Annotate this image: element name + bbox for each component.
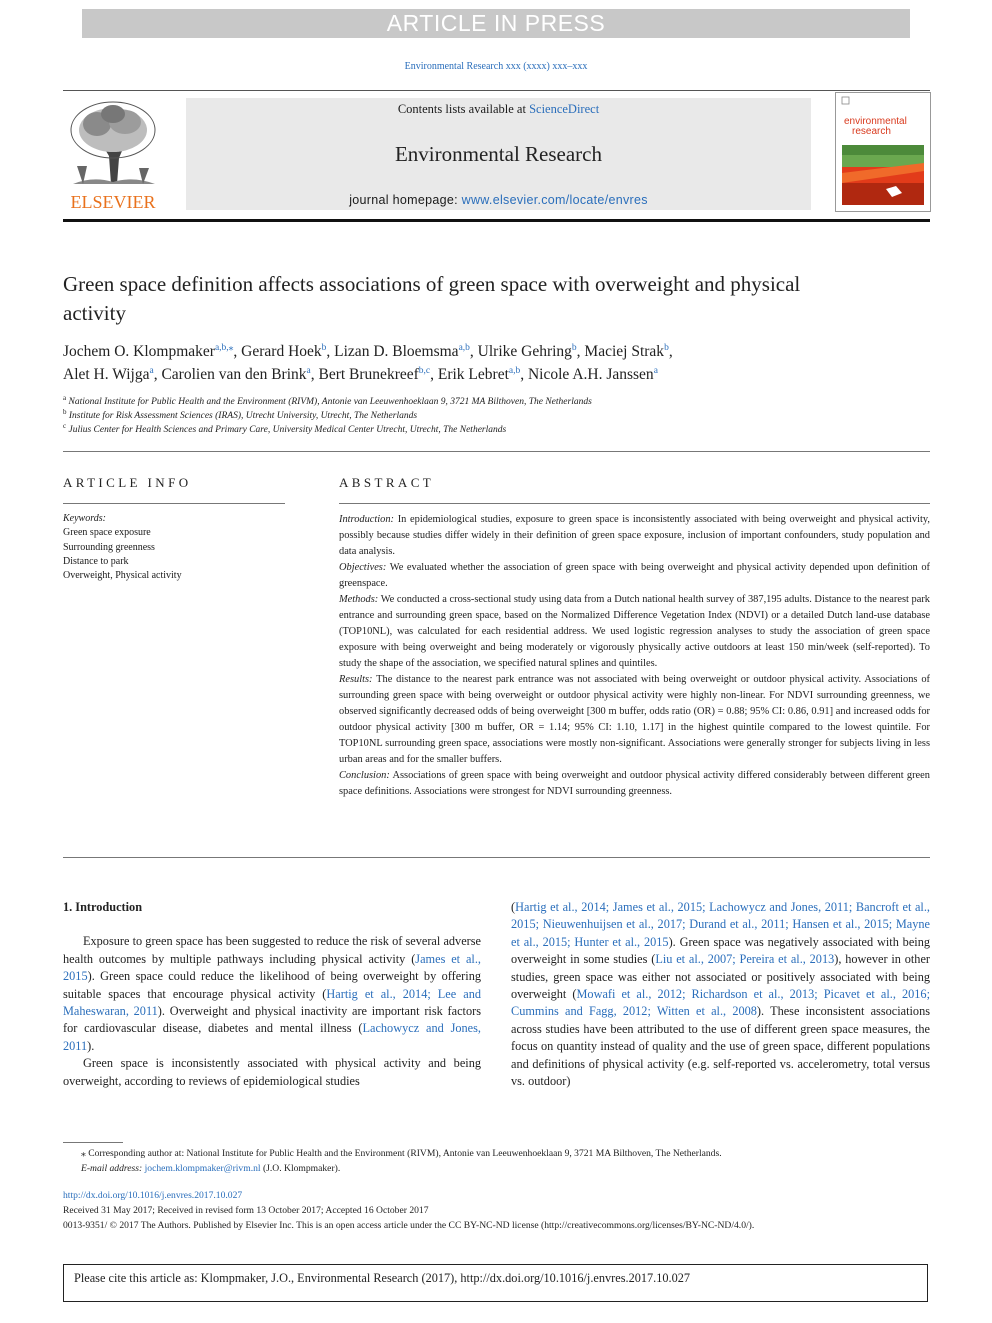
journal-cover[interactable]	[835, 92, 931, 212]
abstract-section: Objectives: We evaluated whether the association of green space with being overweight and physical activity depended upon definition of greenspace.	[339, 562, 930, 589]
cover-title-line1: environmental	[844, 116, 907, 127]
author-list: Jochem O. Klompmaker$^{a,b,⁎}$, Gerard Hoek$^b$, Lizan D. Bloemsma$^{a,b}$, Ulrike Gehring$^b$, Maciej Strak$^b$, Alet H. Wijga$^a$, Carolien van den Brink$^a$, Bert Brunekreef$^{b,c}$, Erik Lebret$^{a,b}$, Nicole A.H. Janssen$^a$	[63, 343, 673, 383]
footnote-divider	[63, 1142, 123, 1143]
doi-link[interactable]: http://dx.doi.org/10.1016/j.envres.2017.10.027	[63, 1190, 243, 1201]
abstract-heading: ABSTRACT	[339, 475, 435, 490]
author[interactable]: Nicole A.H. Janssen$^a$	[527, 366, 658, 383]
section-heading: 1. Introduction	[63, 900, 143, 914]
body-column-left	[63, 899, 481, 1090]
contents-prefix: Contents lists available at	[397, 102, 530, 116]
top-divider	[63, 90, 930, 91]
footnotes	[63, 1146, 930, 1176]
author[interactable]: Jochem O. Klompmaker$^{a,b,⁎}$	[63, 343, 234, 360]
keyword: Green space exposure	[63, 527, 151, 539]
abstract-section: Methods: We conducted a cross-sectional study using data from a Dutch national health survey of 387,195 adults. Distance to the nearest park entrance and surrounding green space, based on the Normalized Difference Vegetation Index (NDVI) or a detailed Dutch land-use database (TOP10NL), was calculated for each residential address. We used logistic regression analyses to study the association of green space exposure with being overweight and being moderately or vigorously physically active outdoors at least 150 min/week (self-reported). To study the shape of the association, we specified natural splines and quintiles.	[339, 594, 930, 669]
author[interactable]: Lizan D. Bloemsma$^{a,b}$	[334, 343, 470, 360]
author-affiliation-mark[interactable]: a,b,⁎	[214, 343, 234, 353]
elsevier-logo[interactable]	[63, 96, 163, 212]
citation-link[interactable]: Liu et al., 2007; Pereira et al., 2013	[655, 952, 835, 967]
author-affiliation-mark[interactable]: b	[321, 343, 327, 353]
citation-link[interactable]: James et al., 2015	[63, 951, 481, 984]
author-affiliation-mark[interactable]: b,c	[418, 366, 431, 376]
author-affiliation-mark[interactable]: a	[149, 366, 154, 376]
author-affiliation-mark[interactable]: a,b	[508, 366, 521, 376]
keywords-block	[63, 512, 285, 583]
text-run: ). Overweight and physical inactivity are important risk factors for cardiovascular disease, diabetes and mental illness (	[63, 1004, 481, 1036]
elsevier-wordmark: ELSEVIER	[70, 192, 156, 212]
author[interactable]: Ulrike Gehring$^b$	[477, 343, 577, 360]
text-run: ). Green space was negatively associated with being overweight in some studies (	[511, 934, 931, 967]
author[interactable]: Erik Lebret$^{a,b}$	[437, 366, 521, 383]
text-run: ). Green space could reduce the likelihood of being overweight by offering suitable spaces that encourage physical activity (	[63, 969, 481, 1001]
author-affiliation-mark[interactable]: b	[571, 343, 577, 353]
license-line: 0013-9351/ © 2017 The Authors. Published by Elsevier Inc. This is an open access article under the CC BY-NC-ND license (http://creativecommons.org/licenses/BY-NC-ND/4.0/).	[63, 1220, 755, 1231]
abstract-section: Results: The distance to the nearest park entrance was not associated with being overweight or outdoor physical activity. Associations of surrounding green space with being overweight or outdoor physical activity were highly non-linear. For NDVI surrounding greenness, we observed significantly decreased odds of being overweight [300 m buffer, odds ratio (OR) = 0.88; 95% CI: 0.86, 0.91] and increased odds for outdoor physical activity [300 m buffer, OR = 1.14; 95% CI: 1.10, 1.17] in the highest quintile compared to the lowest quintile. For TOP10NL surrounding green space, associations were mostly non-significant. Associations were generally stronger for subjects living in less urban areas and for the smaller buffers.	[339, 674, 930, 765]
article-info-heading: ARTICLE INFO	[63, 475, 192, 490]
article-in-press-banner: ARTICLE IN PRESS	[82, 9, 910, 38]
citation-box: Please cite this article as: Klompmaker, J.O., Environmental Research (2017), http://dx.doi.org/10.1016/j.envres.2017.10.027	[63, 1264, 928, 1302]
author[interactable]: Bert Brunekreef$^{b,c}$	[318, 366, 431, 383]
elsevier-tree-icon	[63, 96, 163, 212]
journal-reference-link[interactable]: Environmental Research xxx (xxxx) xxx–xxx	[404, 61, 588, 72]
text-run: ). These inconsistent associations across studies have been attributed to the use of different green space measures, the focus on quantity instead of quality and the use of green space, different populations and definitions of physical activity (e.g. self-reported vs. accelerometry, total versus vs. outdoor)	[511, 1004, 931, 1089]
author[interactable]: Alet H. Wijga$^a$	[63, 366, 154, 383]
homepage-link[interactable]: www.elsevier.com/locate/envres	[461, 193, 648, 207]
contents-available-line	[186, 102, 811, 117]
divider	[63, 503, 285, 504]
text-run: (	[511, 900, 516, 914]
citation-link[interactable]: Lachowycz and Jones, 2011	[63, 1021, 481, 1053]
author-affiliation-mark[interactable]: b	[664, 343, 669, 353]
affiliation-item: $^b$ Institute for Risk Assessment Sciences (IRAS), Utrecht University, Utrecht, The Netherlands	[63, 408, 418, 421]
citation-link[interactable]: Hartig et al., 2014; Lee and Maheswaran, 2011	[63, 986, 481, 1019]
journal-name: Environmental Research	[394, 142, 602, 166]
author-affiliation-mark[interactable]: a,b	[458, 343, 470, 353]
affiliations	[63, 395, 930, 437]
divider	[63, 857, 930, 858]
text-run: Green space is inconsistently associated with physical activity and being overweight, according to reviews of epidemiological studies	[63, 1056, 481, 1088]
citation-link[interactable]: Mowafi et al., 2012; Richardson et al., 2013; Picavet et al., 2016; Cummins and Fagg, 2012; Witten et al., 2008	[511, 987, 930, 1019]
affiliation-item: $^a$ National Institute for Public Health and the Environment (RIVM), Antonie van Leeuwenhoeklaan 9, 3721 MA Bilthoven, The Netherlands	[63, 394, 592, 407]
cover-title-line2: research	[852, 126, 891, 137]
keywords-label: Keywords:	[63, 513, 106, 524]
affiliation-item: $^c$ Julius Center for Health Sciences and Primary Care, University Medical Center Utrecht, Utrecht, The Netherlands	[63, 422, 507, 435]
publication-info	[63, 1188, 930, 1233]
author-affiliation-mark[interactable]: a	[653, 366, 658, 376]
abstract-section: Conclusion: Associations of green space with being overweight and outdoor physical activity differed considerably between different green space definitions. Associations were strongest for NDVI surrounding greenness.	[339, 770, 930, 797]
author[interactable]: Maciej Strak$^b$	[584, 343, 669, 360]
journal-cover-image	[836, 93, 930, 211]
text-run: ).	[87, 1038, 95, 1053]
text-run: Exposure to green space has been suggested to reduce the risk of several adverse health outcomes by multiple pathways including physical activity (	[63, 934, 481, 966]
author-affiliation-mark[interactable]: a	[306, 366, 311, 376]
email-note: E-mail address: jochem.klompmaker@rivm.nl (J.O. Klompmaker).	[81, 1163, 341, 1174]
author[interactable]: Carolien van den Brink$^a$	[161, 366, 311, 383]
article-title: Green space definition affects associations of green space with overweight and physical activity	[63, 272, 801, 325]
body-column-right	[511, 899, 930, 1090]
keyword: Surrounding greenness	[63, 541, 155, 553]
body-paragraph	[511, 899, 930, 1090]
abstract-section: Introduction: In epidemiological studies, exposure to green space is inconsistently associated with being overweight and physical activity, possibly because studies differ widely in their definition of green space exposure, inclusion of important confounders, study population and data analysis.	[339, 514, 930, 557]
divider	[63, 451, 930, 452]
keyword: Distance to park	[63, 555, 129, 567]
body-paragraph	[63, 1055, 481, 1090]
corresponding-author-note: ⁎ Corresponding author at: National Institute for Public Health and the Environment (RIVM), Antonie van Leeuwenhoeklaan 9, 3721 MA Bilthoven, The Netherlands.	[81, 1148, 722, 1159]
citation-link[interactable]: Hartig et al., 2014; James et al., 2015; Lachowycz and Jones, 2011; Bancroft et al., 2015; Nieuwenhuijsen et al., 2017; Durand et al., 2011; Hansen et al., 2015; Mayne et al., 2015; Hunter et al., 2015	[511, 900, 930, 949]
body-paragraph	[63, 933, 481, 1055]
author[interactable]: Gerard Hoek$^b$	[241, 343, 327, 360]
homepage-prefix: journal homepage:	[349, 193, 462, 207]
text-run: ), however in other studies, green space was either not associated or positively associated with being overweight (	[511, 952, 930, 1002]
journal-homepage-line	[186, 193, 811, 207]
divider	[339, 503, 930, 504]
header-divider	[63, 219, 930, 222]
sciencedirect-link[interactable]: ScienceDirect	[529, 102, 600, 116]
received-dates: Received 31 May 2017; Received in revised form 13 October 2017; Accepted 16 October 2017	[63, 1205, 429, 1216]
keyword: Overweight, Physical activity	[63, 570, 182, 582]
email-link[interactable]: jochem.klompmaker@rivm.nl	[144, 1163, 261, 1174]
abstract-body	[339, 512, 930, 800]
